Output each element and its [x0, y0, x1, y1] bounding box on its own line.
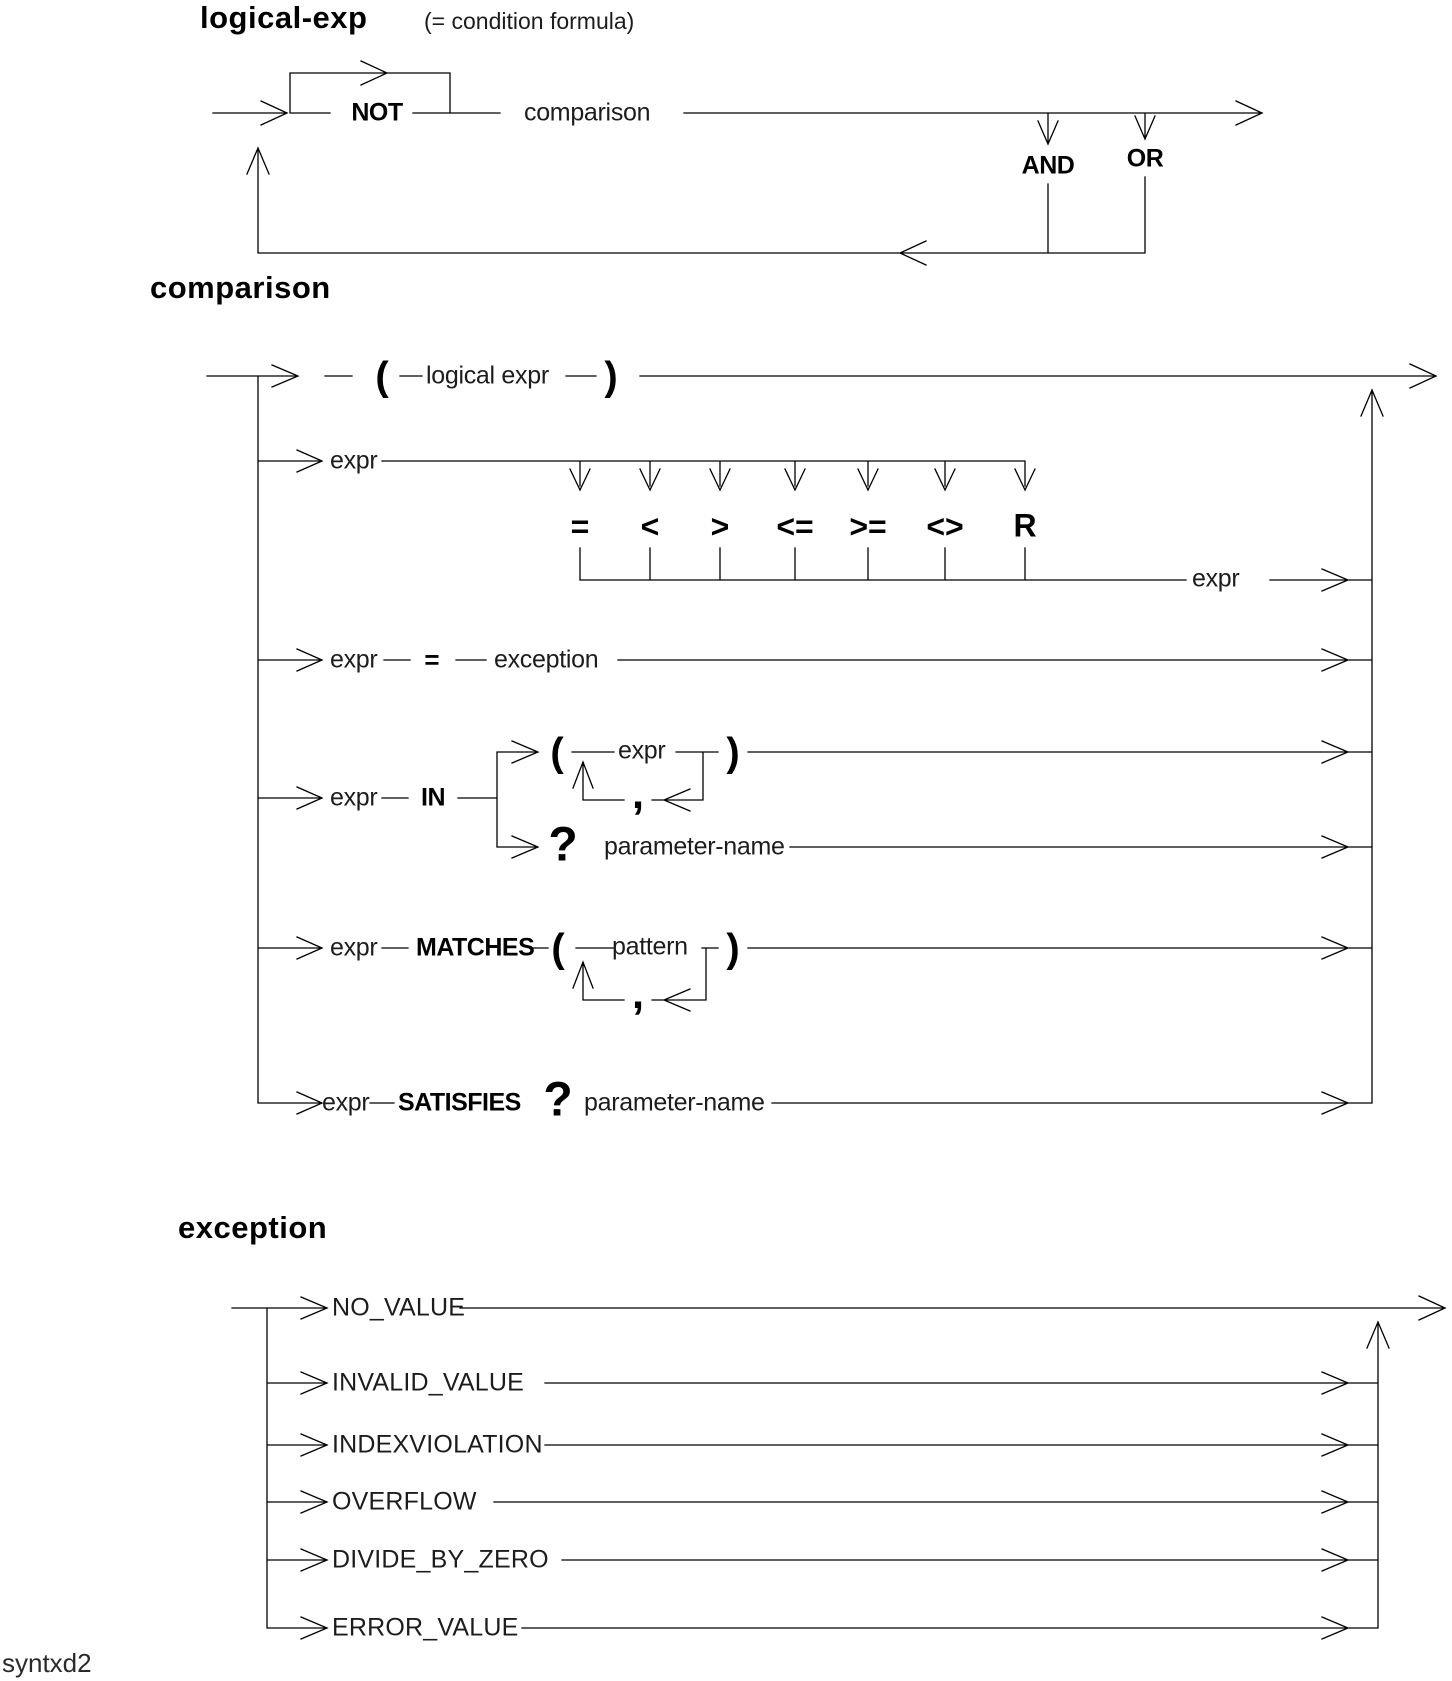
expr-node: expr	[618, 736, 666, 765]
expr-node: expr	[330, 446, 378, 475]
logical-exp-rail-lines	[213, 61, 1262, 265]
expr-node: expr	[322, 1088, 370, 1117]
logical-expr-node: logical expr	[426, 361, 549, 390]
not-keyword: NOT	[351, 98, 403, 127]
exception-item-overflow: OVERFLOW	[332, 1487, 477, 1516]
operator-le: <=	[776, 508, 814, 545]
exception-rail-lines	[232, 1293, 1445, 1639]
exception-item-indexviolation: INDEXVIOLATION	[332, 1430, 543, 1459]
comparison-rail-lines	[207, 361, 1436, 1114]
operator-gt: >	[710, 508, 730, 545]
open-paren-icon: (	[375, 354, 389, 399]
open-paren-icon: (	[551, 926, 565, 971]
comma-separator-icon: ,	[631, 969, 645, 1018]
expr-node: expr	[330, 783, 378, 812]
comparison-node: comparison	[524, 98, 651, 127]
comparison-heading: comparison	[150, 270, 331, 305]
close-paren-icon: )	[604, 354, 618, 399]
logical-exp-subtitle: (= condition formula)	[424, 8, 635, 34]
exception-item-divide-by-zero: DIVIDE_BY_ZERO	[332, 1545, 549, 1574]
operator-ge: >=	[849, 508, 887, 545]
expr-node: expr	[330, 645, 378, 674]
parameter-name-node: parameter-name	[604, 832, 785, 861]
comma-separator-icon: ,	[631, 769, 645, 818]
exception-item-error-value: ERROR_VALUE	[332, 1613, 519, 1642]
in-keyword: IN	[421, 783, 445, 812]
exception-node: exception	[494, 645, 599, 674]
logical-exp-title: logical-exp	[200, 0, 368, 35]
close-paren-icon: )	[726, 926, 740, 971]
figure-id-label: syntxd2	[2, 1648, 92, 1678]
operator-ne: <>	[926, 508, 964, 545]
question-mark-icon: ?	[543, 1073, 573, 1127]
close-paren-icon: )	[726, 730, 740, 775]
expr-node: expr	[1192, 564, 1240, 593]
operator-r: R	[1013, 507, 1037, 544]
satisfies-keyword: SATISFIES	[398, 1088, 521, 1117]
exception-heading: exception	[178, 1210, 328, 1245]
operator-eq: =	[570, 508, 590, 545]
pattern-node: pattern	[612, 932, 688, 961]
or-keyword: OR	[1126, 144, 1164, 173]
operator-lt: <	[640, 508, 660, 545]
equals-operator: =	[424, 644, 440, 675]
question-mark-icon: ?	[548, 818, 578, 872]
matches-keyword: MATCHES	[416, 933, 535, 962]
expr-node: expr	[330, 933, 378, 962]
open-paren-icon: (	[550, 730, 564, 775]
exception-item-no-value: NO_VALUE	[332, 1293, 466, 1322]
exception-item-invalid-value: INVALID_VALUE	[332, 1368, 525, 1397]
and-keyword: AND	[1021, 151, 1075, 180]
parameter-name-node: parameter-name	[584, 1088, 765, 1117]
